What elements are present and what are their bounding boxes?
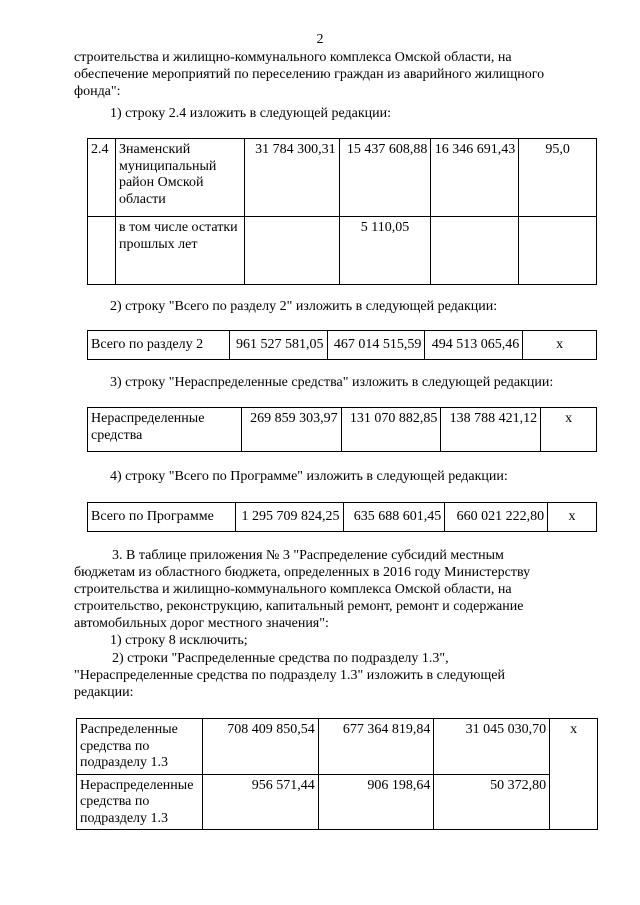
table-subsection-1-3 [76, 718, 598, 830]
item-1-text: 1) строку 2.4 изложить в следующей редакции: [110, 106, 392, 121]
intro-line-2: обеспечение мероприятий по переселению граждан из аварийного жилищного [74, 67, 545, 82]
value-3-empty [431, 217, 519, 285]
value-3: 494 513 065,46 [425, 331, 523, 360]
value-3: 138 788 421,12 [441, 408, 541, 452]
row-label-unallocated: Нераспределенные средства по подразделу 1.3 [77, 774, 203, 830]
sub-2-line-3: редакции: [74, 685, 134, 700]
section-3-line-2: бюджетам из областного бюджета, определенных в 2016 году Министерству [74, 565, 531, 580]
value-x: х [550, 719, 598, 830]
value-3: 50 372,80 [434, 774, 550, 830]
row-name: Знаменский муниципальный район Омской области [115, 139, 244, 217]
table-total-program [87, 502, 597, 532]
value-2: 906 198,64 [318, 774, 434, 830]
value-3: 660 021 222,80 [445, 503, 548, 532]
table-row-2-4 [87, 138, 597, 285]
value-3: 16 346 691,43 [431, 139, 519, 217]
value-2: 131 070 882,85 [341, 408, 441, 452]
sub-2-line-1: 2) строки "Распределенные средства по подразделу 1.3", [112, 651, 449, 666]
value-1: 961 527 581,05 [229, 331, 327, 360]
value-4: 95,0 [519, 139, 597, 217]
value-2: 467 014 515,59 [327, 331, 425, 360]
value-2: 15 437 608,88 [339, 139, 431, 217]
value-4: х [548, 503, 597, 532]
row-name-sub: в том числе остатки прошлых лет [115, 217, 244, 285]
value-1: 956 571,44 [202, 774, 318, 830]
value-4: х [541, 408, 597, 452]
sub-1-text: 1) строку 8 исключить; [110, 633, 248, 648]
section-3-line-5: автомобильных дорог местного значения": [74, 616, 329, 631]
section-3-line-3: строительства и жилищно-коммунального комплекса Омской области, на [74, 582, 512, 597]
section-3-line-4: строительство, реконструкцию, капитальный ремонт, ремонт и содержание [74, 599, 524, 614]
section-3-line-1: 3. В таблице приложения № 3 "Распределение субсидий местным [112, 548, 504, 563]
value-2: 635 688 601,45 [343, 503, 445, 532]
page-number: 2 [316, 32, 324, 47]
item-4-text: 4) строку "Всего по Программе" изложить в следующей редакции: [110, 469, 508, 484]
value-2: 677 364 819,84 [318, 719, 434, 775]
intro-line-3: фонда": [74, 84, 121, 99]
item-3-text: 3) строку "Нераспределенные средства" изложить в следующей редакции: [110, 375, 554, 390]
item-2-text: 2) строку "Всего по разделу 2" изложить в следующей редакции: [110, 299, 498, 314]
row-label: Всего по Программе [88, 503, 236, 532]
value-1-empty [244, 217, 339, 285]
value-2-sub: 5 110,05 [339, 217, 431, 285]
value-1: 269 859 303,97 [241, 408, 341, 452]
value-1: 31 784 300,31 [244, 139, 339, 217]
row-label-allocated: Распределенные средства по подразделу 1.3 [77, 719, 203, 775]
sub-2-line-2: "Нераспределенные средства по подразделу 1.3" изложить в следующей [74, 668, 505, 683]
row-number: 2.4 [88, 139, 116, 217]
row-label: Нераспределенные средства [88, 408, 242, 452]
value-4-empty [519, 217, 597, 285]
table-unallocated [87, 407, 597, 452]
value-3: 31 045 030,70 [434, 719, 550, 775]
value-1: 1 295 709 824,25 [235, 503, 343, 532]
intro-line-1: строительства и жилищно-коммунального комплекса Омской области, на [74, 50, 512, 65]
value-1: 708 409 850,54 [202, 719, 318, 775]
table-total-section-2 [87, 330, 597, 360]
row-label: Всего по разделу 2 [88, 331, 230, 360]
row-number-empty [88, 217, 116, 285]
value-4: х [523, 331, 597, 360]
